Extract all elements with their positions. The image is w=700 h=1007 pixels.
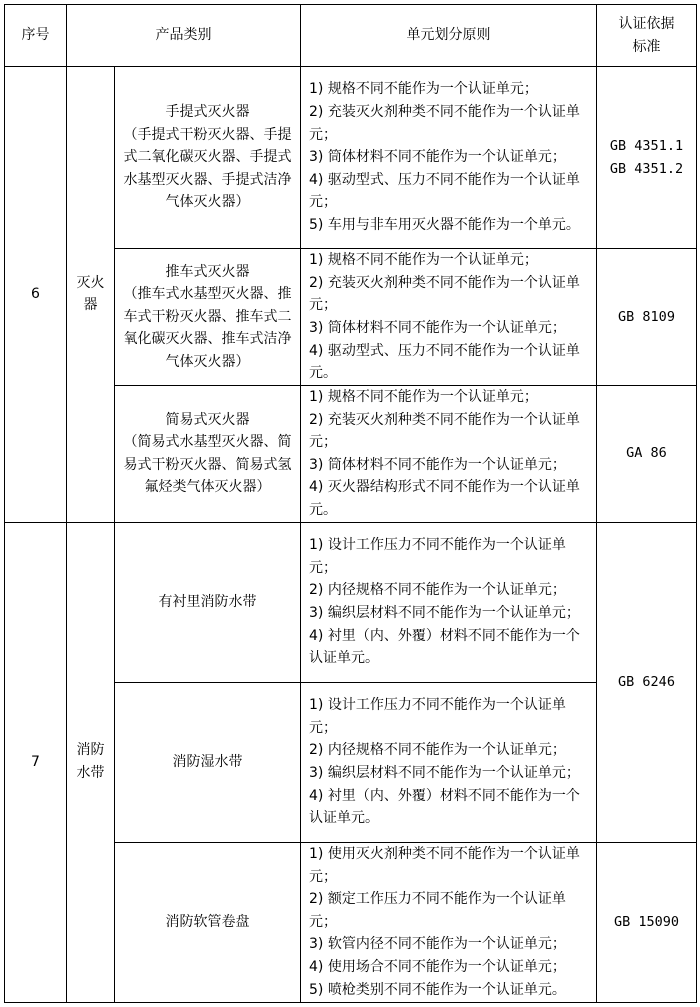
group-name: 灭火器: [67, 67, 115, 523]
product-title: 有衬里消防水带: [158, 593, 257, 610]
principles-cell: [301, 842, 597, 1002]
group-name: 消防水带: [67, 522, 115, 1002]
standard-code: GB 4351.2: [609, 160, 684, 177]
product-title: 消防湿水带: [172, 753, 243, 770]
product-title: 消防软管卷盘: [165, 913, 250, 930]
standard-cell: [597, 249, 697, 386]
principle-item: 2) 额定工作压力不同不能作为一个认证单元；: [309, 891, 566, 930]
product-title: 推车式灭火器: [165, 263, 250, 280]
standard-cell: [597, 842, 697, 1002]
table-row: [5, 522, 697, 682]
standard-cell: [597, 386, 697, 523]
group-number: 6: [5, 67, 67, 523]
principle-item: 2) 内径规格不同不能作为一个认证单元；: [309, 582, 566, 599]
principle-item: 4) 驱动型式、压力不同不能作为一个认证单元。: [309, 342, 580, 382]
table-header-row: [5, 5, 697, 67]
principle-item: 2) 充装灭火剂种类不同不能作为一个认证单元；: [309, 104, 580, 143]
certification-unit-table: [4, 4, 697, 1003]
product-category: [115, 842, 301, 1002]
principle-item: 4) 灭火器结构形式不同不能作为一个认证单元。: [309, 479, 580, 518]
product-title: 手提式灭火器: [165, 104, 250, 121]
header-no: 序号: [5, 5, 67, 67]
principle-item: 3) 筒体材料不同不能作为一个认证单元；: [309, 456, 566, 473]
principle-item: 4) 驱动型式、压力不同不能作为一个认证单元；: [309, 171, 580, 211]
principle-item: 2) 内径规格不同不能作为一个认证单元；: [309, 742, 566, 759]
principles-cell: [301, 522, 597, 682]
product-category: [115, 67, 301, 249]
standard-code: GA 86: [626, 445, 667, 462]
product-subtitle: （推车式水基型灭火器、推车式干粉灭火器、推车式二氧化碳灭火器、推车式洁净气体灭火器）: [123, 286, 292, 370]
header-category: 产品类别: [67, 5, 301, 67]
principle-item: 1) 使用灭火剂种类不同不能作为一个认证单元；: [309, 845, 580, 885]
header-principle: 单元划分原则: [301, 5, 597, 67]
principle-item: 2) 充装灭火剂种类不同不能作为一个认证单元；: [309, 274, 580, 314]
principle-item: 5) 车用与非车用灭火器不能作为一个单元。: [309, 216, 580, 233]
principle-item: 4) 使用场合不同不能作为一个认证单元；: [309, 958, 566, 975]
principles-cell: [301, 682, 597, 842]
standard-code: GB 15090: [613, 913, 680, 930]
group-number: 7: [5, 522, 67, 1002]
principle-item: 3) 筒体材料不同不能作为一个认证单元；: [309, 320, 566, 336]
principle-item: 5) 喷枪类别不同不能作为一个认证单元。: [309, 981, 566, 998]
principle-item: 1) 规格不同不能作为一个认证单元；: [309, 252, 538, 269]
principles-cell: [301, 386, 597, 523]
standard-code: GB 8109: [618, 308, 675, 325]
product-category: [115, 249, 301, 386]
principle-item: 1) 规格不同不能作为一个认证单元；: [309, 389, 538, 405]
table-row: [5, 67, 697, 249]
standard-cell: [597, 67, 697, 249]
principle-item: 2) 充装灭火剂种类不同不能作为一个认证单元；: [309, 411, 580, 451]
product-subtitle: （简易式水基型灭火器、简易式干粉灭火器、简易式氢氟烃类气体灭火器）: [123, 434, 292, 496]
product-category: [115, 386, 301, 523]
product-category: [115, 682, 301, 842]
principle-item: 4) 衬里（内、外覆）材料不同不能作为一个认证单元。: [309, 627, 580, 667]
standard-code: GB 6246: [618, 673, 675, 690]
standard-code: GB 4351.1: [609, 137, 684, 154]
product-title: 简易式灭火器: [165, 411, 250, 428]
principle-item: 1) 设计工作压力不同不能作为一个认证单元；: [309, 697, 566, 736]
principle-item: 3) 筒体材料不同不能作为一个认证单元；: [309, 149, 566, 166]
principle-item: 3) 编织层材料不同不能作为一个认证单元；: [309, 765, 580, 782]
principle-item: 3) 编织层材料不同不能作为一个认证单元；: [309, 605, 580, 622]
principle-item: 1) 规格不同不能作为一个认证单元；: [309, 81, 538, 98]
principle-item: 1) 设计工作压力不同不能作为一个认证单元；: [309, 537, 566, 576]
product-subtitle: （手提式干粉灭火器、手提式二氧化碳灭火器、手提式水基型灭火器、手提式洁净气体灭火器）: [123, 126, 292, 211]
principle-item: 3) 软管内径不同不能作为一个认证单元；: [309, 936, 566, 953]
product-category: [115, 522, 301, 682]
header-standard: 认证依据标准: [597, 5, 697, 67]
standard-cell: [597, 522, 697, 842]
principles-cell: [301, 67, 597, 249]
principles-cell: [301, 249, 597, 386]
principle-item: 4) 衬里（内、外覆）材料不同不能作为一个认证单元。: [309, 787, 580, 827]
